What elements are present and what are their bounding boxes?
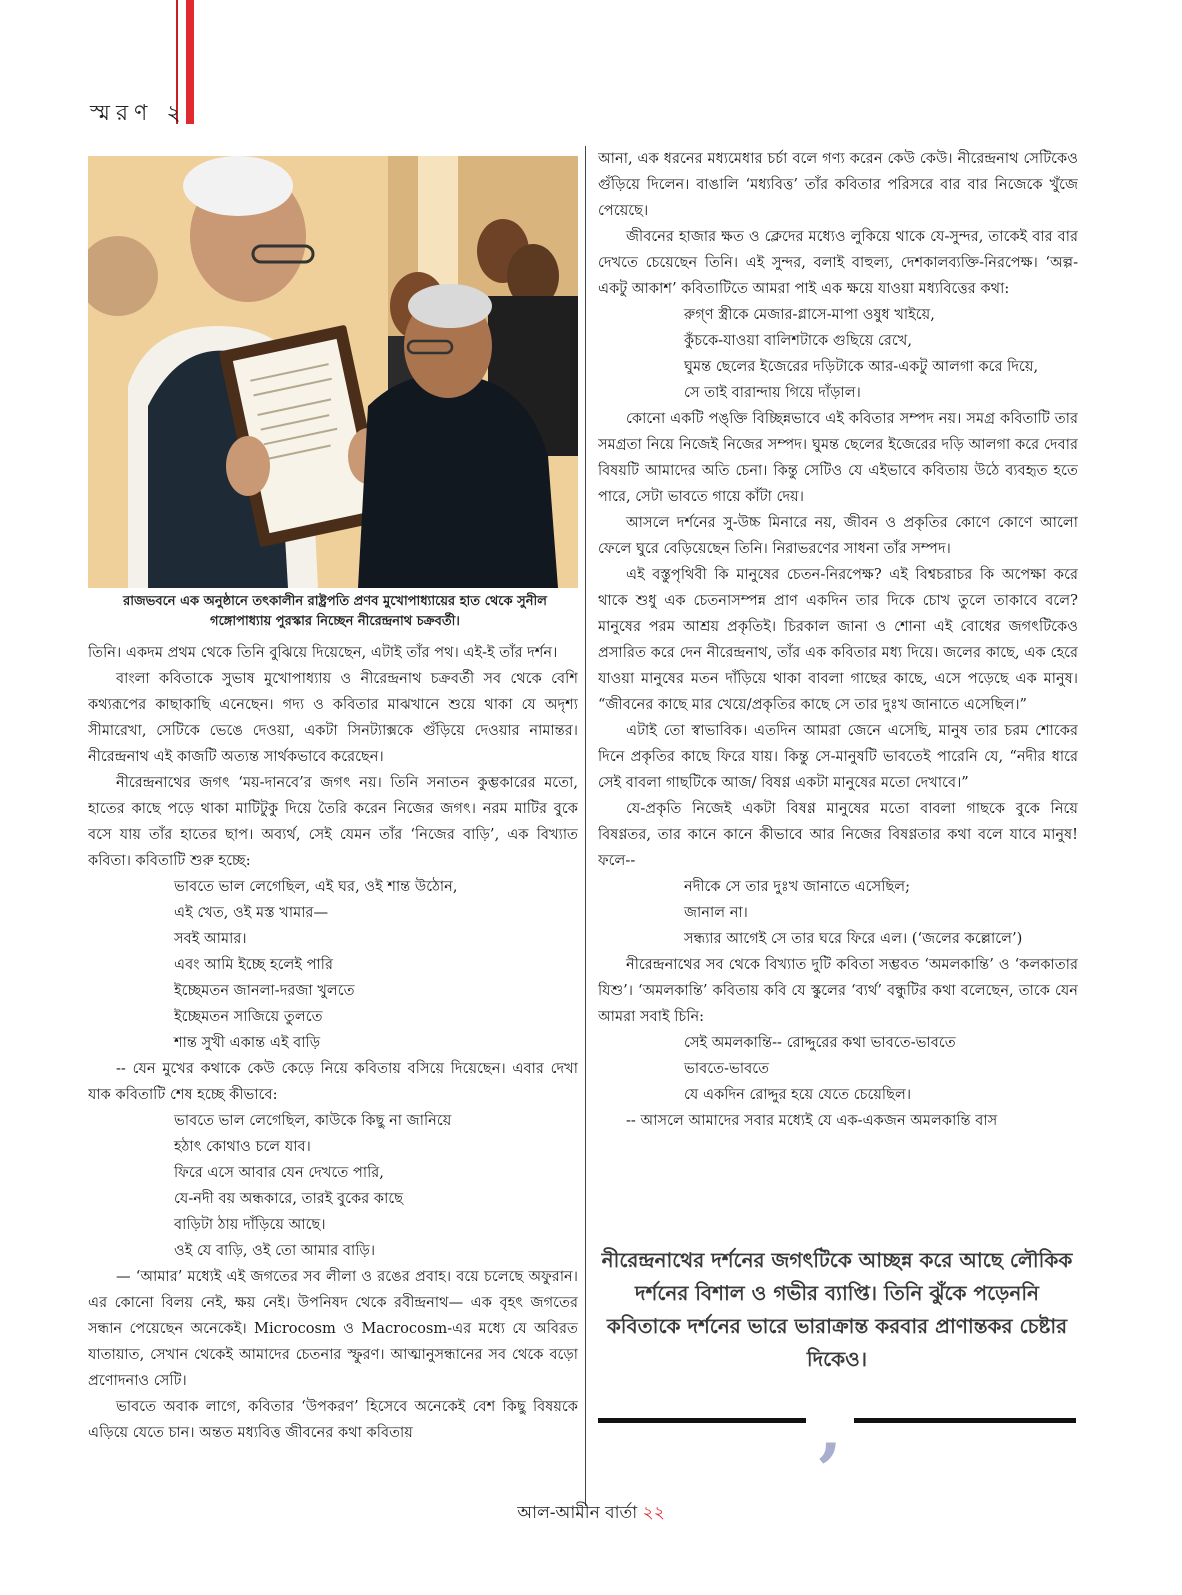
poem-line: সবই আমার। [174, 930, 247, 947]
poem-excerpt [598, 302, 1078, 406]
photo-caption: রাজভবনে এক অনুষ্ঠানে তৎকালীন রাষ্ট্রপতি প্রণব মুখোপাধ্যায়ের হাত থেকে সুনীল গঙ্গোপাধ্যায় পুরস্কার নিচ্ছেন নীরেন্দ্রনাথ চক্রবর্তী। [123, 594, 547, 629]
poem-line: ইচ্ছেমতন সাজিয়ে তুলতে [174, 1008, 323, 1025]
poem-excerpt [598, 1030, 1078, 1108]
paragraph: যে-প্রকৃতি নিজেই একটা বিষণ্ণ মানুষের মতো বাবলা গাছকে বুকে নিয়ে বিষণ্ণতর, তার কানে কানে কীভাবে আর নিজের বিষণ্ণতার কথা বলে যাবে মানুষ! ফলে-- [598, 800, 1078, 869]
poem-line: ভাবতে-ভাবতে [684, 1060, 770, 1077]
quote-mark-icon: ‚ [806, 1392, 854, 1448]
poem-line: বাড়িটা ঠায় দাঁড়িয়ে আছে। [174, 1216, 326, 1233]
poem-line: হঠাৎ কোথাও চলে যাব। [174, 1138, 311, 1155]
poem-line: ওই যে বাড়ি, ওই তো আমার বাড়ি। [174, 1242, 376, 1259]
paragraph: নীরেন্দ্রনাথের সব থেকে বিখ্যাত দুটি কবিতা সম্ভবত ‘অমলকান্তি’ ও ‘কলকাতার যিশু’। ‘অমলকান্তি’ কবিতায় কবি যে স্কুলের ‘ব্যর্থ’ বন্ধুটির কথা বলেছেন, তাকে যেন আমরা সবাই চিনি: [598, 956, 1078, 1025]
paragraph: আনা, এক ধরনের মধ্যমেধার চর্চা বলে গণ্য করেন কেউ কেউ। নীরেন্দ্রনাথ সেটিকেও গুঁড়িয়ে দিলেন। বাঙালি ‘মধ্যবিত্ত’ তাঁর কবিতার পরিসরে বার বার নিজেকে খুঁজে পেয়েছে। [598, 150, 1078, 219]
poem-line: সে তাই বারান্দায় গিয়ে দাঁড়াল। [684, 384, 861, 401]
left-column [88, 640, 578, 1500]
poem-line: ভাবতে ভাল লেগেছিল, কাউকে কিছু না জানিয়ে [174, 1112, 452, 1129]
paragraph: জীবনের হাজার ক্ষত ও ক্লেদের মধ্যেও লুকিয়ে থাকে যে-সুন্দর, তাকেই বার বার দেখতে চেয়েছেন তিনি। এই সুন্দর, বলাই বাহুল্য, দেশকালব্যক্তি-নিরপেক্ষ। ‘অল্প-একটু আকাশ’ কবিতাটিতে আমরা পাই এক ক্ষয়ে যাওয়া মধ্যবিত্তের কথা: [598, 228, 1078, 297]
poem-excerpt [598, 874, 1078, 952]
section-label: স্মরণ ২ [90, 101, 187, 126]
poem-line: ইচ্ছেমতন জানলা-দরজা খুলতে [174, 982, 355, 999]
poem-line: ফিরে এসে আবার যেন দেখতে পারি, [174, 1164, 384, 1181]
poem-line: ঘুমন্ত ছেলের ইজেরের দড়িটাকে আর-একটু আলগা করে দিয়ে, [684, 358, 1039, 375]
poem-line: কুঁচকে-যাওয়া বালিশটাকে গুছিয়ে রেখে, [684, 332, 912, 349]
poem-line: যে-নদী বয় অন্ধকারে, তারই বুকের কাছে [174, 1190, 404, 1207]
poem-line: নদীকে সে তার দুঃখ জানাতে এসেছিল; [684, 878, 911, 895]
poem-line: যে একদিন রোদ্দুর হয়ে যেতে চেয়েছিল। [684, 1086, 912, 1103]
page-footer [0, 1500, 1182, 1528]
paragraph: নীরেন্দ্রনাথের জগৎ ‘ময়-দানবে’র জগৎ নয়। তিনি সনাতন কুম্ভকারের মতো, হাতের কাছে পড়ে থাকা মাটিটুকু দিয়ে তৈরি করেন নিজের জগৎ। নরম মাটির বুকে বসে যায় তাঁর হাতের ছাপ। অব্যর্থ, সেই যেমন তাঁর ‘নিজের বাড়ি’, এক বিখ্যাত কবিতা। কবিতাটি শুরু হচ্ছে: [88, 774, 578, 869]
column-divider [585, 146, 586, 1506]
poem-excerpt [88, 874, 578, 1056]
poem-line: এই খেত, ওই মস্ত খামার— [174, 904, 329, 921]
paragraph: -- যেন মুখের কথাকে কেউ কেড়ে নিয়ে কবিতায় বসিয়ে দিয়েছেন। এবার দেখা যাক কবিতাটি শেষ হচ্ছে কীভাবে: [88, 1060, 578, 1103]
poem-line: ভাবতে ভাল লেগেছিল, এই ঘর, ওই শান্ত উঠোন, [174, 878, 458, 895]
header-accent-bar [186, 0, 194, 124]
pull-quote: নীরেন্দ্রনাথের দর্শনের জগৎটিকে আচ্ছন্ন করে আছে লৌকিক দর্শনের বিশাল ও গভীর ব্যাপ্তি। তিনি ঝুঁকে পড়েননি কবিতাকে দর্শনের ভারে ভারাক্রান্ত করবার প্রাণান্তকর চেষ্টার দিকেও। [601, 1248, 1073, 1371]
paragraph: -- আসলে আমাদের সবার মধ্যেই যে এক-একজন অমলকান্তি বাস [626, 1112, 998, 1129]
paragraph: — ‘আমার’ মধ্যেই এই জগতের সব লীলা ও রঙের প্রবাহ। বয়ে চলেছে অফুরান। এর কোনো বিলয় নেই, ক্ষয় নেই। উপনিষদ থেকে রবীন্দ্রনাথ— এক বৃহৎ জগতের সন্ধান পেয়েছেন অনেকেই। Microcosm ও Macrocosm-এর মধ্যে যে অবিরত যাতায়াত, সেখান থেকেই আমাদের চেতনার স্ফুরণ। আত্মানুসন্ধানের সব থেকে বড়ো প্রণোদনাও সেটি। [88, 1268, 578, 1389]
poem-line: এবং আমি ইচ্ছে হলেই পারি [174, 956, 333, 973]
paragraph: তিনি। একদম প্রথম থেকে তিনি বুঝিয়ে দিয়েছেন, এটাই তাঁর পথ। এই-ই তাঁর দর্শন। [88, 644, 558, 661]
right-column [598, 146, 1078, 1226]
award-ceremony-photo [88, 156, 578, 588]
magazine-name: আল-আমীন বার্তা [517, 1503, 638, 1523]
page-number: ২২ [642, 1503, 665, 1523]
paragraph: আসলে দর্শনের সু-উচ্চ মিনারে নয়, জীবন ও প্রকৃতির কোণে কোণে আলো ফেলে ঘুরে বেড়িয়েছেন তিনি। নিরাভরণের সাধনা তাঁর সম্পদ। [598, 514, 1078, 557]
poem-line: সন্ধ্যার আগেই সে তার ঘরে ফিরে এল। (‘জলের কল্লোলে’) [684, 930, 1023, 947]
poem-line: জানাল না। [684, 904, 748, 921]
paragraph: এই বস্তুপৃথিবী কি মানুষের চেতন-নিরপেক্ষ? এই বিশ্বচরাচর কি অপেক্ষা করে থাকে শুধু এক চেতনাসম্পন্ন প্রাণ একদিন তার দিকে চোখ তুলে তাকাবে বলে? মানুষের পরম আশ্রয় প্রকৃতিই। চিরকাল জানা ও শোনা এই বোধের জগৎটিকেও প্রসারিত করে দেন নীরেন্দ্রনাথ, তাঁর এক কবিতার মধ্য দিয়ে। জলের কাছে, এক হেরে যাওয়া মানুষের মতন দাঁড়িয়ে থাকা বাবলা গাছের কাছে, এসে পড়েছে এক মানুষ। “জীবনের কাছে মার খেয়ে/প্রকৃতির কাছে সে তার দুঃখ জানাতে এসেছিল।” [598, 566, 1078, 713]
photo-illustration [88, 156, 578, 588]
poem-excerpt [88, 1108, 578, 1264]
paragraph: কোনো একটি পঙ্‌ক্তি বিচ্ছিন্নভাবে এই কবিতার সম্পদ নয়। সমগ্র কবিতাটি তার সমগ্রতা নিয়ে নিজেই নিজের সম্পদ। ঘুমন্ত ছেলের ইজেরের দড়ি আলগা করে দেবার বিষয়টি আমাদের অতি চেনা। কিন্তু সেটিও যে এইভাবে কবিতায় উঠে ব্যবহৃত হতে পারে, সেটা ভাবতে গায়ে কাঁটা দেয়। [598, 410, 1078, 505]
paragraph: বাংলা কবিতাকে সুভাষ মুখোপাধ্যায় ও নীরেন্দ্রনাথ চক্রবর্তী সব থেকে বেশি কথ্যরূপের কাছাকাছি এনেছেন। গদ্য ও কবিতার মাঝখানে শুয়ে থাকা যে অদৃশ্য সীমারেখা, সেটিকে ভেঙে দেওয়া, একটা সিনট্যাক্সকে গুঁড়িয়ে দেওয়ার নামান্তর। নীরেন্দ্রনাথ এই কাজটি অত্যন্ত সার্থকভাবে করেছেন। [88, 670, 578, 765]
poem-line: রুগ্ণ স্ত্রীকে মেজার-গ্লাসে-মাপা ওষুধ খাইয়ে, [684, 306, 935, 323]
poem-line: শান্ত সুখী একান্ত এই বাড়ি [174, 1034, 321, 1051]
paragraph: এটাই তো স্বাভাবিক। এতদিন আমরা জেনে এসেছি, মানুষ তার চরম শোকের দিনে প্রকৃতির কাছে ফিরে যায়। কিন্তু সে-মানুষটি ভাবতেই পারেনি যে, “নদীর ধারে সেই বাবলা গাছটিকে আজ/ বিষণ্ণ একটা মানুষের মতো দেখাবে।” [598, 722, 1078, 791]
paragraph: ভাবতে অবাক লাগে, কবিতার ‘উপকরণ’ হিসেবে অনেকেই বেশ কিছু বিষয়কে এড়িয়ে যেতে চান। অন্তত মধ্যবিত্ত জীবনের কথা কবিতায় [88, 1398, 578, 1441]
poem-line: সেই অমলকান্তি-- রোদ্দুরের কথা ভাবতে-ভাবতে [684, 1034, 956, 1051]
